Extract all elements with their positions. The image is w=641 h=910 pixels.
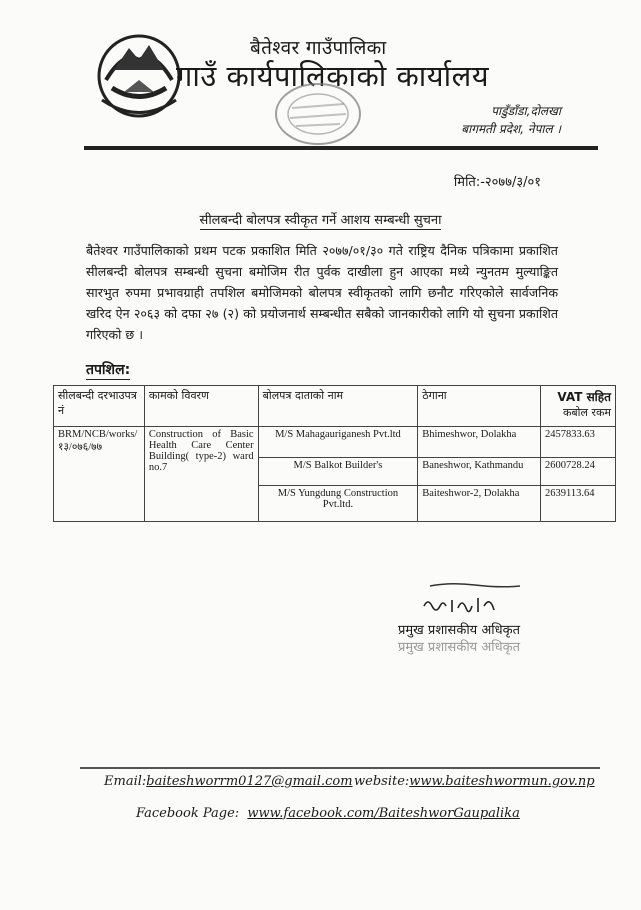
facebook-link[interactable]: www.facebook.com/BaiteshworGaupalika <box>247 806 520 821</box>
subject-text: सीलबन्दी बोलपत्र स्वीकृत गर्ने आशय सम्बन्धी सुचना <box>199 213 442 228</box>
header-work-description: कामको विवरण <box>144 386 258 427</box>
bid-table <box>53 385 616 522</box>
header-amount <box>541 386 616 427</box>
header-amount-line1: VAT सहित <box>557 390 611 404</box>
amount-cell: 2600728.24 <box>541 458 616 486</box>
signatory-stamp: प्रमुख प्रशासकीय अधिकृत <box>398 640 521 655</box>
footer-rule <box>80 767 600 769</box>
details-label: तपशिल: <box>86 362 131 378</box>
footer-website <box>354 774 595 789</box>
bidder-cell: M/S Yungdung Construction Pvt.ltd. <box>258 486 418 522</box>
header-bidder-name: बोलपत्र दाताको नाम <box>258 386 418 427</box>
footer-email <box>104 774 353 789</box>
header-bid-no: सीलबन्दी दरभाउपत्र नं <box>54 386 145 427</box>
notice-date: मिति:-२०७७/३/०१ <box>453 175 541 190</box>
address-cell: Baneshwor, Kathmandu <box>418 458 541 486</box>
bidder-cell: M/S Mahagauriganesh Pvt.ltd <box>258 427 418 458</box>
facebook-label: Facebook Page: <box>136 806 240 821</box>
address-cell: Bhimeshwor, Dolakha <box>418 427 541 458</box>
address-cell: Baiteshwor-2, Dolakha <box>418 486 541 522</box>
signatory-title: प्रमुख प्रशासकीय अधिकृत <box>398 623 521 638</box>
notice-body: बैतेश्वर गाउँपालिकाको प्रथम पटक प्रकाशित मिति २०७७/०१/३० गते राष्ट्रिय दैनिक पत्रिकामा प्रकाशित सीलबन्दी बोलपत्र सम्बन्धी सुचना बमोजिम रीत पुर्वक दाखीला हुन आएका मध्ये न्युनतम मुल्याङ्कित सारभुत रुपमा प्रभावग्राही तपशिल बमोजिमको बोलपत्र स्वीकृतको लागि छनौट गरिएकोले सार्वजनिक खरिद ऐन २०६३ को दफा २७ (२) को प्रयोजनार्थ सम्बन्धीत सबैको जानकारीको लागि यो सुचना प्रकाशित गरिएको छ । <box>86 243 559 342</box>
office-name: गाउँ कार्यपालिकाको कार्यालय <box>176 59 490 93</box>
nepal-emblem-icon <box>94 30 184 122</box>
table-row <box>54 427 616 458</box>
header-amount-line2: कबोल रकम <box>562 406 611 419</box>
handwritten-signature-icon <box>420 580 530 620</box>
notice-subject <box>0 210 641 228</box>
org-name: बैतेश्वर गाउँपालिका <box>250 37 387 59</box>
website-link[interactable]: www.baiteshwormun.gov.np <box>409 774 595 789</box>
amount-cell: 2639113.64 <box>541 486 616 522</box>
email-label: Email: <box>104 774 147 789</box>
office-stamp-icon <box>272 80 364 148</box>
work-description-cell: Construction of Basic Health Care Center Building( type-2) ward no.7 <box>144 427 258 522</box>
amount-cell: 2457833.63 <box>541 427 616 458</box>
header-address: ठेगाना <box>418 386 541 427</box>
email-link[interactable]: baiteshworrm0127@gmail.com <box>146 774 353 789</box>
bidder-cell: M/S Balkot Builder's <box>258 458 418 486</box>
table-header-row <box>54 386 616 427</box>
address-line-1: पाडुँडाँडा,दोलखा <box>491 104 561 118</box>
bid-no-cell: BRM/NCB/works/१३/०७६/७७ <box>54 427 145 522</box>
footer-facebook <box>136 806 520 821</box>
website-label: website: <box>354 774 410 789</box>
address-line-2: बागमती प्रदेश, नेपाल । <box>461 122 561 136</box>
header-rule <box>84 146 598 150</box>
